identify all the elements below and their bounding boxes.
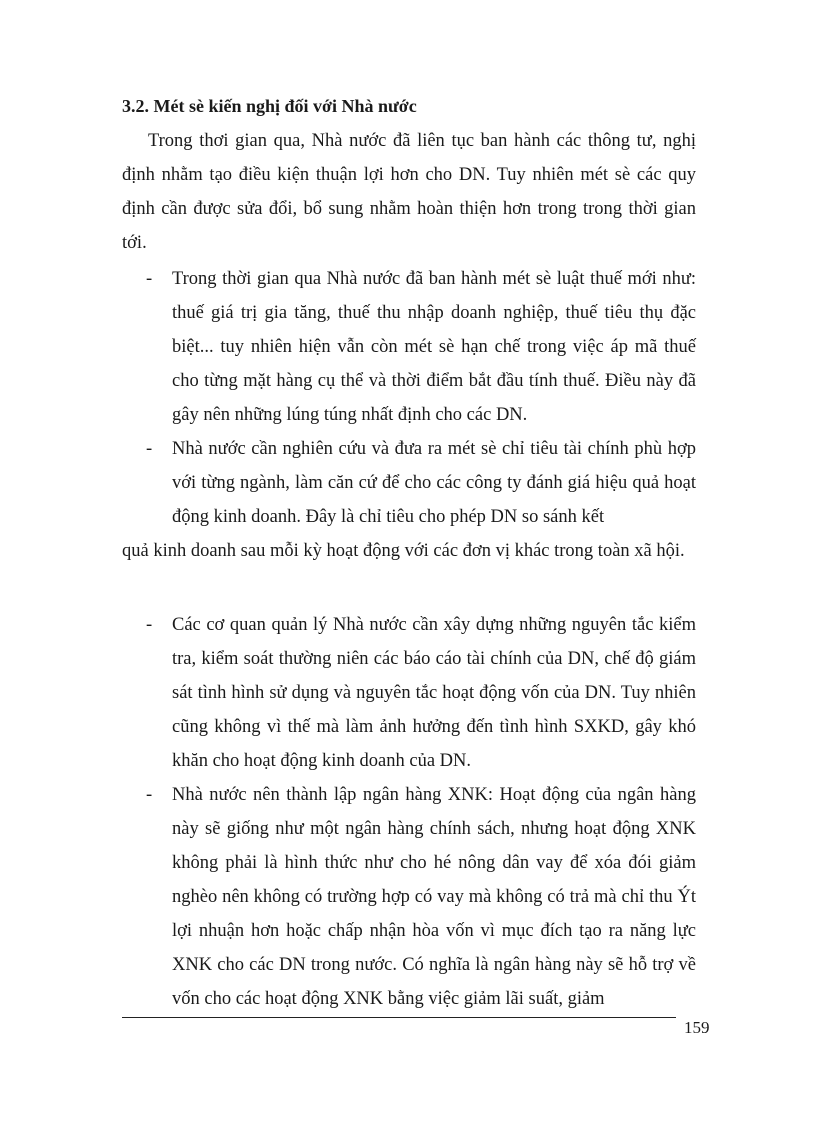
continuation-paragraph: quả kinh doanh sau mỗi kỳ hoạt động với các đơn vị khác trong toàn xã hội. [122, 541, 685, 561]
bullet-text: Nhà nước nên thành lập ngân hàng XNK: Hoạt động của ngân hàng này sẽ giống như một ngân hàng chính sách, nhưng hoạt động XNK không phải là hình thức như cho hé nông dân vay để xóa đói giảm nghèo nên không có trường hợp có vay mà không có trả mà chỉ thu Ýt lợi nhuận hơn hoặc chấp nhận hòa vốn vì mục đích tạo ra năng lực XNK cho các DN trong nước. Có nghĩa là ngân hàng này sẽ hỗ trợ về vốn cho các hoạt động XNK bằng việc giảm lãi suất, giảm [172, 785, 696, 1009]
bullet-item [146, 432, 696, 534]
bullet-item [146, 608, 696, 778]
footer-divider [122, 1017, 676, 1018]
page-number: 159 [684, 1018, 710, 1037]
bullet-text: Nhà nước cần nghiên cứu và đưa ra mét sè chỉ tiêu tài chính phù hợp với từng ngành, làm căn cứ để cho các công ty đánh giá hiệu quả hoạt động kinh doanh. Đây là chỉ tiêu cho phép DN so sánh kết [172, 439, 696, 527]
bullet-item [146, 262, 696, 432]
bullet-dash: - [146, 269, 153, 289]
bullet-dash: - [146, 785, 153, 805]
intro-paragraph: Trong thơi gian qua, Nhà nước đã liên tục ban hành các thông tư, nghị định nhằm tạo điều kiện thuận lợi hơn cho DN. Tuy nhiên mét sè các quy định cần được sửa đổi, bổ sung nhằm hoàn thiện hơn trong trong thời gian tới. [122, 131, 696, 253]
bullet-dash: - [146, 615, 153, 635]
bullet-text: Trong thời gian qua Nhà nước đã ban hành mét sè luật thuế mới như: thuế giá trị gia tăng, thuế thu nhập doanh nghiệp, thuế tiêu thụ đặc biệt... tuy nhiên hiện vẫn còn mét sè hạn chế trong việc áp mã thuế cho từng mặt hàng cụ thể và thời điểm bắt đầu tính thuế. Điều này đã gây nên những lúng túng nhất định cho các DN. [172, 269, 696, 425]
bullet-dash: - [146, 439, 153, 459]
section-heading: 3.2. Mét sè kiến nghị đối với Nhà nước [122, 96, 417, 116]
bullet-text: Các cơ quan quản lý Nhà nước cần xây dựng những nguyên tắc kiểm tra, kiểm soát thường niên các báo cáo tài chính của DN, chế độ giám sát tình hình sử dụng và nguyên tắc hoạt động vốn của DN. Tuy nhiên cũng không vì thế mà làm ảnh hưởng đến tình hình SXKD, gây khó khăn cho hoạt động kinh doanh của DN. [172, 615, 696, 771]
bullet-item [146, 778, 696, 1016]
